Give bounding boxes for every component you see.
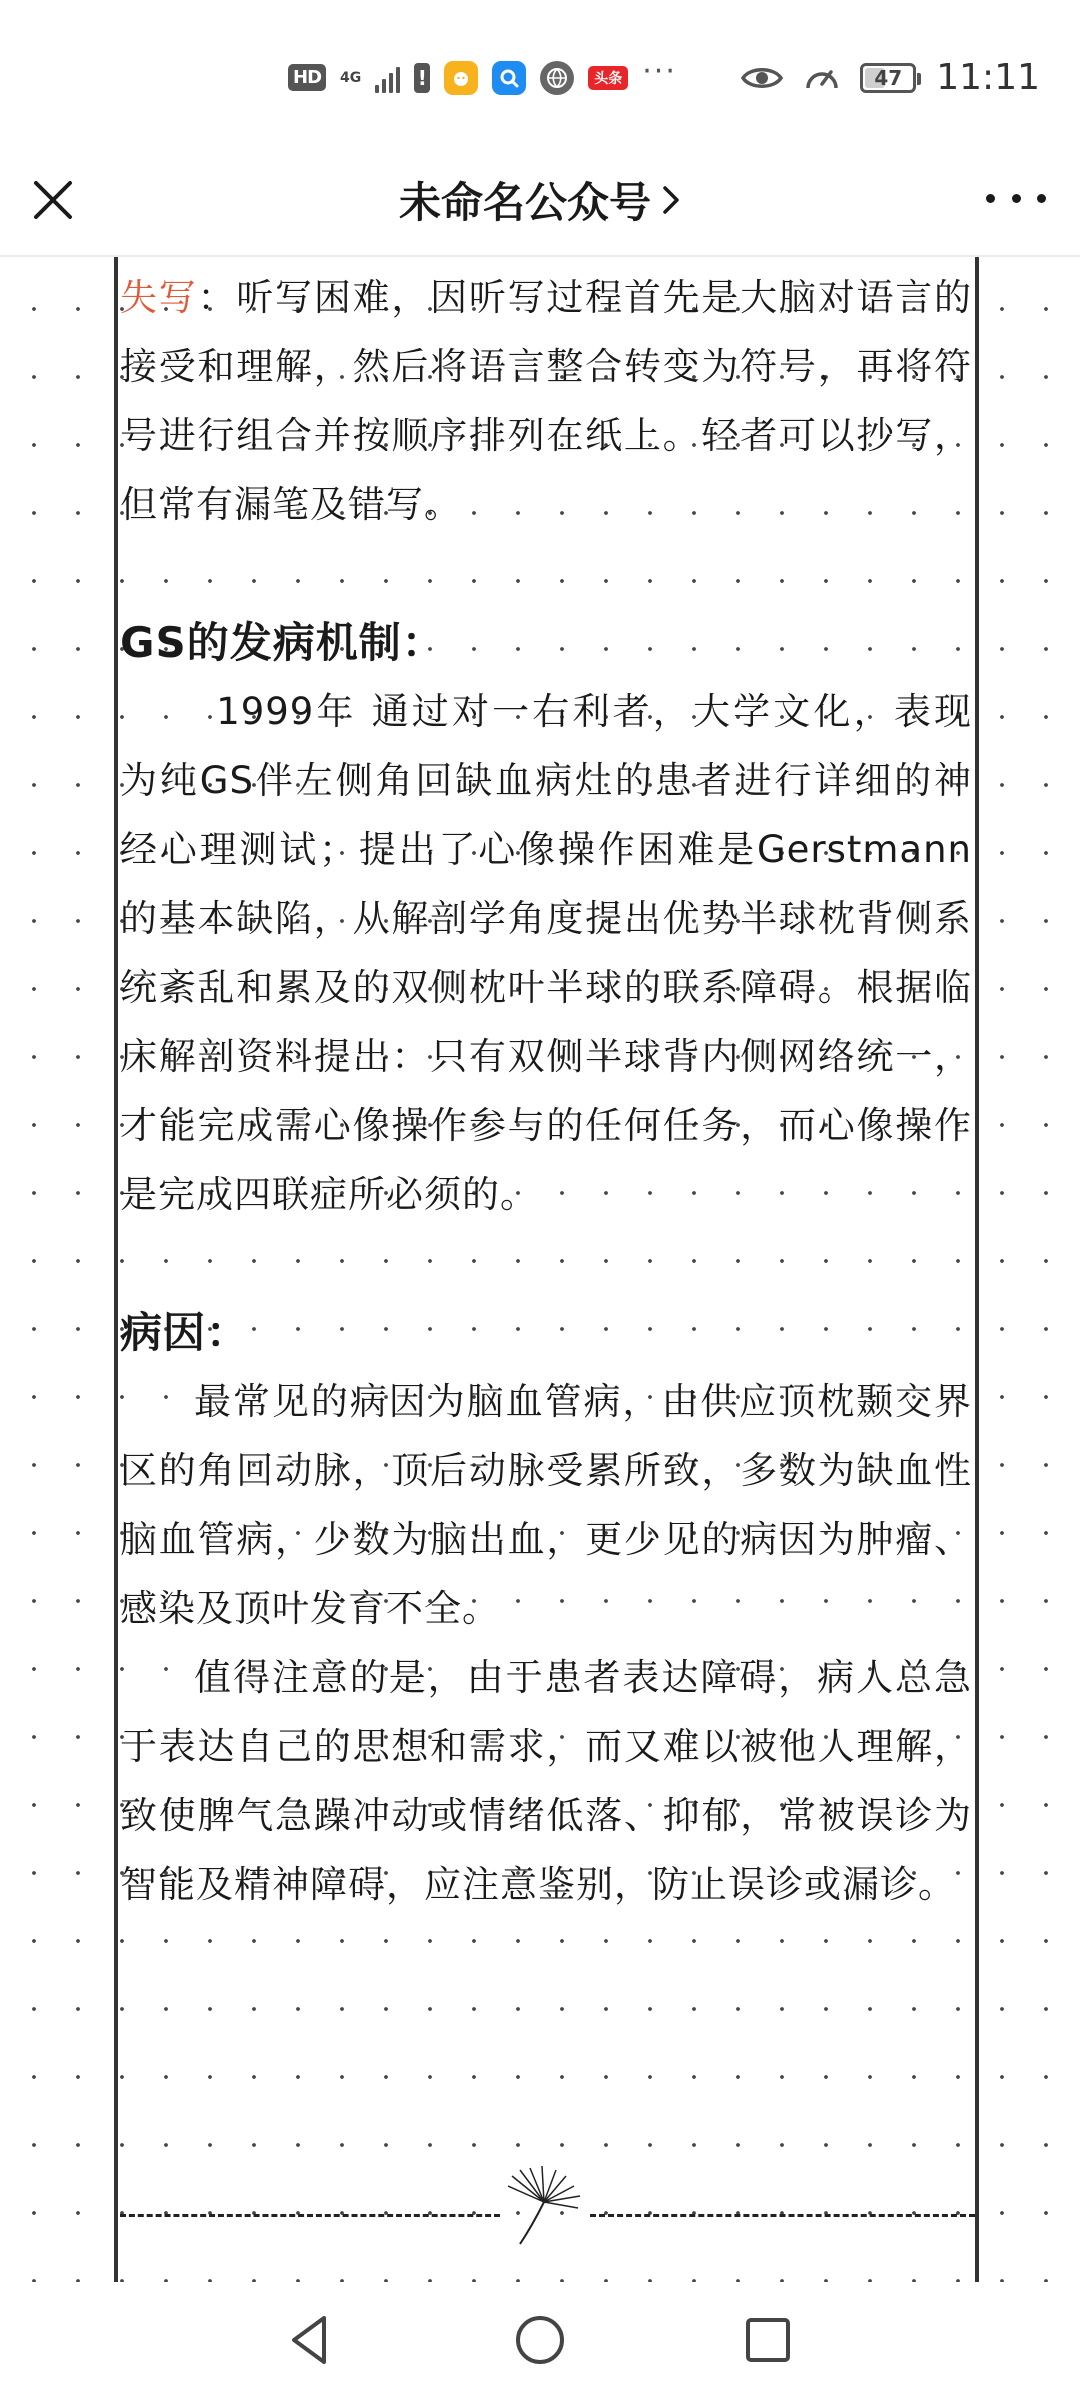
more-notifications-icon: ···: [642, 54, 677, 89]
article-body: [120, 263, 972, 1919]
account-title-link[interactable]: [399, 170, 681, 230]
divider-line-right: [590, 2214, 975, 2217]
status-time: 11:11: [936, 57, 1040, 98]
article-content[interactable]: [0, 257, 1080, 2282]
frame-left-border: [114, 257, 118, 2282]
more-dots-icon[interactable]: [986, 183, 1046, 213]
status-bar: [0, 0, 1080, 145]
status-left: [288, 54, 677, 95]
chevron-right-icon: [661, 184, 681, 216]
title-bar: [0, 145, 1080, 257]
paragraph-cause: 最常见的病因为脑血管病，由供应顶枕颞交界区的角回动脉，顶后动脉受累所致，多数为缺血性脑血管病，少数为脑出血，更少见的病因为肿瘤、感染及顶叶发育不全。: [120, 1380, 972, 1630]
hd-badge: HD: [288, 64, 326, 91]
status-right: [740, 57, 1040, 98]
alert-icon: !: [414, 63, 430, 93]
notification-app-icon: [444, 61, 478, 95]
back-triangle-icon[interactable]: [280, 2310, 340, 2370]
eye-comfort-icon: [740, 62, 784, 94]
paragraph-note: 值得注意的是，由于患者表达障碍，病人总急于表达自己的思想和需求，而又难以被他人理解，致使脾气急躁冲动或情绪低落、抑郁，常被误诊为智能及精神障碍，应注意鉴别，防止误诊或漏诊。: [120, 1656, 972, 1906]
keyword-agraphia: 失写: [120, 276, 198, 319]
speed-icon: [800, 62, 844, 94]
divider-line-left: [120, 2214, 500, 2217]
signal-icon: [375, 63, 400, 93]
battery-icon: [860, 63, 916, 93]
paragraph-mechanism: 1999年 通过对一右利者，大学文化，表现为纯GS伴左侧角回缺血病灶的患者进行详细的神经心理测试；提出了心像操作困难是Gerstmann的基本缺陷，从解剖学角度提出优势半球枕背侧系统紊乱和累及的双侧枕叶半球的联系障碍。根据临床解剖资料提出：只有双侧半球背内侧网络统一，才能完成需心像操作参与的任何任务，而心像操作是完成四联症所必须的。: [120, 690, 972, 1216]
browser-app-icon: [540, 61, 574, 95]
battery-percent: 47: [874, 65, 903, 90]
search-app-icon: [492, 61, 526, 95]
close-icon[interactable]: [30, 177, 76, 223]
home-circle-icon[interactable]: [510, 2310, 570, 2370]
recent-square-icon[interactable]: [738, 2310, 798, 2370]
heading-cause: 病因：: [120, 1308, 250, 1357]
frame-right-border: [975, 257, 979, 2282]
paragraph-agraphia-text: ：听写困难，因听写过程首先是大脑对语言的接受和理解，然后将语言整合转变为符号，再将符号进行组合并按顺序排列在纸上。轻者可以抄写，但常有漏笔及错写。: [120, 276, 973, 526]
network-type: 4G: [340, 69, 362, 86]
spacer: [120, 539, 972, 608]
spacer: [120, 1229, 972, 1298]
navigation-bar: [0, 2282, 1080, 2400]
heading-mechanism: GS的发病机制：: [120, 618, 445, 667]
dandelion-seed-icon: [500, 2162, 590, 2252]
paragraph-agraphia: [120, 263, 972, 539]
account-title: 未命名公众号: [398, 178, 651, 227]
news-app-icon: 头条: [588, 66, 628, 90]
